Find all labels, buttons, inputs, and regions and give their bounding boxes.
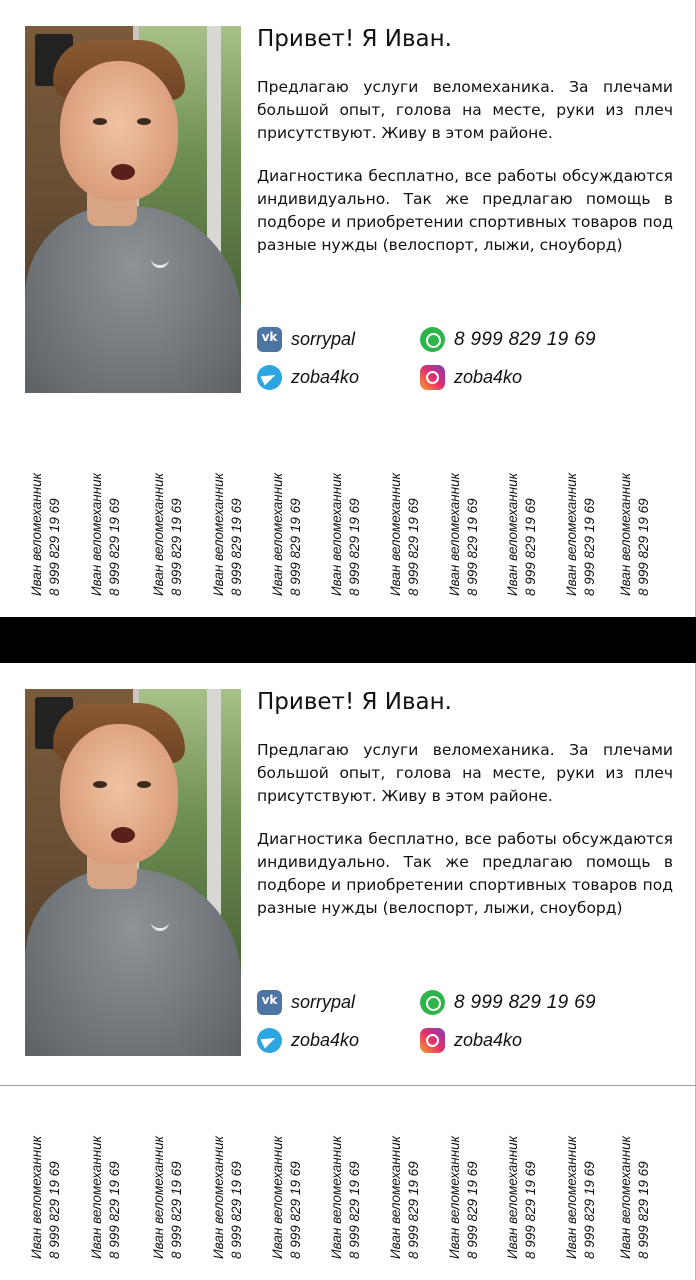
tab-name: Иван веломеханник xyxy=(447,1135,462,1259)
portrait-photo xyxy=(25,689,241,1056)
flyer-title: Привет! Я Иван. xyxy=(257,689,452,715)
tab-name: Иван веломеханник xyxy=(270,1135,285,1259)
tear-off-tab[interactable] xyxy=(28,430,70,600)
tab-name: Иван веломеханник xyxy=(211,1135,226,1259)
tab-name: Иван веломеханник xyxy=(211,472,226,596)
tab-name: Иван веломеханник xyxy=(388,1135,403,1259)
contact-whatsapp xyxy=(420,327,596,352)
tab-name: Иван веломеханник xyxy=(618,472,633,596)
contact-instagram xyxy=(420,1028,522,1053)
whatsapp-icon xyxy=(420,990,445,1015)
tear-off-tab[interactable] xyxy=(446,430,488,600)
tear-off-tab[interactable] xyxy=(150,1093,192,1263)
tab-name: Иван веломеханник xyxy=(505,472,520,596)
tab-name: Иван веломеханник xyxy=(329,1135,344,1259)
tab-phone: 8 999 829 19 69 xyxy=(636,1161,651,1259)
whatsapp-phone: 8 999 829 19 69 xyxy=(454,328,596,350)
whatsapp-icon xyxy=(420,327,445,352)
tear-off-tab[interactable] xyxy=(617,430,659,600)
tab-name: Иван веломеханник xyxy=(151,472,166,596)
tab-phone: 8 999 829 19 69 xyxy=(406,498,421,596)
services-paragraph: Диагностика бесплатно, все работы обсуждаются индивидуально. Так же предлагаю помощь в подборе и приобретении спортивных товаров под разные нужды (велоспорт, лыжи, сноуборд) xyxy=(257,830,673,917)
telegram-handle: zoba4ko xyxy=(291,367,360,387)
tab-phone: 8 999 829 19 69 xyxy=(465,1161,480,1259)
vk-icon xyxy=(257,990,282,1015)
tear-off-tab[interactable] xyxy=(150,430,192,600)
tear-off-tab[interactable] xyxy=(28,1093,70,1263)
contact-instagram xyxy=(420,365,522,390)
tear-off-tab[interactable] xyxy=(88,1093,130,1263)
whatsapp-phone: 8 999 829 19 69 xyxy=(454,991,596,1013)
tear-off-tab[interactable] xyxy=(387,1093,429,1263)
tear-off-tab[interactable] xyxy=(563,430,605,600)
tear-off-tabs xyxy=(0,430,696,605)
tab-phone: 8 999 829 19 69 xyxy=(47,1161,62,1259)
tab-phone: 8 999 829 19 69 xyxy=(229,498,244,596)
vk-handle: sorrypal xyxy=(291,329,356,349)
tab-phone: 8 999 829 19 69 xyxy=(169,1161,184,1259)
contact-telegram xyxy=(257,1028,359,1053)
tab-phone: 8 999 829 19 69 xyxy=(288,1161,303,1259)
tab-phone: 8 999 829 19 69 xyxy=(229,1161,244,1259)
tear-off-tabs xyxy=(0,1093,696,1268)
tab-phone: 8 999 829 19 69 xyxy=(523,1161,538,1259)
tab-name: Иван веломеханник xyxy=(29,472,44,596)
tab-name: Иван веломеханник xyxy=(270,472,285,596)
instagram-handle: zoba4ko xyxy=(454,367,523,387)
tear-off-tab[interactable] xyxy=(88,430,130,600)
tab-phone: 8 999 829 19 69 xyxy=(636,498,651,596)
tab-phone: 8 999 829 19 69 xyxy=(107,498,122,596)
tear-off-tab[interactable] xyxy=(328,1093,370,1263)
tear-off-tab[interactable] xyxy=(504,1093,546,1263)
black-divider-band xyxy=(0,617,696,663)
intro-paragraph: Предлагаю услуги веломеханика. За плечами большой опыт, голова на месте, руки из плеч присутствуют. Живу в этом районе. xyxy=(257,78,673,142)
tab-phone: 8 999 829 19 69 xyxy=(465,498,480,596)
tab-phone: 8 999 829 19 69 xyxy=(523,498,538,596)
tab-name: Иван веломеханник xyxy=(89,1135,104,1259)
tab-phone: 8 999 829 19 69 xyxy=(347,498,362,596)
intro-paragraph: Предлагаю услуги веломеханика. За плечами большой опыт, голова на месте, руки из плеч присутствуют. Живу в этом районе. xyxy=(257,741,673,805)
tab-phone: 8 999 829 19 69 xyxy=(47,498,62,596)
tear-off-tab[interactable] xyxy=(210,1093,252,1263)
instagram-icon xyxy=(420,1028,445,1053)
flyer-title: Привет! Я Иван. xyxy=(257,26,452,52)
portrait-photo xyxy=(25,26,241,393)
tear-off-tab[interactable] xyxy=(269,430,311,600)
tab-phone: 8 999 829 19 69 xyxy=(406,1161,421,1259)
tear-off-tab[interactable] xyxy=(210,430,252,600)
instagram-icon xyxy=(420,365,445,390)
contact-vk xyxy=(257,327,355,352)
tear-off-tab[interactable] xyxy=(328,430,370,600)
tab-phone: 8 999 829 19 69 xyxy=(169,498,184,596)
telegram-icon xyxy=(257,365,282,390)
tab-name: Иван веломеханник xyxy=(564,1135,579,1259)
tear-line xyxy=(0,1085,696,1086)
tear-off-tab[interactable] xyxy=(504,430,546,600)
instagram-handle: zoba4ko xyxy=(454,1030,523,1050)
flyer-top xyxy=(0,0,696,617)
tear-off-tab[interactable] xyxy=(269,1093,311,1263)
tab-name: Иван веломеханник xyxy=(505,1135,520,1259)
tab-name: Иван веломеханник xyxy=(89,472,104,596)
tear-off-tab[interactable] xyxy=(387,430,429,600)
tab-name: Иван веломеханник xyxy=(447,472,462,596)
tab-name: Иван веломеханник xyxy=(618,1135,633,1259)
vk-handle: sorrypal xyxy=(291,992,356,1012)
tear-off-tab[interactable] xyxy=(446,1093,488,1263)
services-paragraph: Диагностика бесплатно, все работы обсуждаются индивидуально. Так же предлагаю помощь в подборе и приобретении спортивных товаров под разные нужды (велоспорт, лыжи, сноуборд) xyxy=(257,167,673,254)
telegram-handle: zoba4ko xyxy=(291,1030,360,1050)
telegram-icon xyxy=(257,1028,282,1053)
tab-name: Иван веломеханник xyxy=(388,472,403,596)
tab-name: Иван веломеханник xyxy=(151,1135,166,1259)
contact-whatsapp xyxy=(420,990,596,1015)
tear-off-tab[interactable] xyxy=(563,1093,605,1263)
flyer-bottom xyxy=(0,663,696,1280)
contact-telegram xyxy=(257,365,359,390)
tear-off-tab[interactable] xyxy=(617,1093,659,1263)
tab-phone: 8 999 829 19 69 xyxy=(347,1161,362,1259)
tab-phone: 8 999 829 19 69 xyxy=(582,498,597,596)
contact-vk xyxy=(257,990,355,1015)
tab-phone: 8 999 829 19 69 xyxy=(107,1161,122,1259)
tab-name: Иван веломеханник xyxy=(329,472,344,596)
tab-phone: 8 999 829 19 69 xyxy=(288,498,303,596)
tab-name: Иван веломеханник xyxy=(29,1135,44,1259)
tab-phone: 8 999 829 19 69 xyxy=(582,1161,597,1259)
vk-icon xyxy=(257,327,282,352)
tab-name: Иван веломеханник xyxy=(564,472,579,596)
